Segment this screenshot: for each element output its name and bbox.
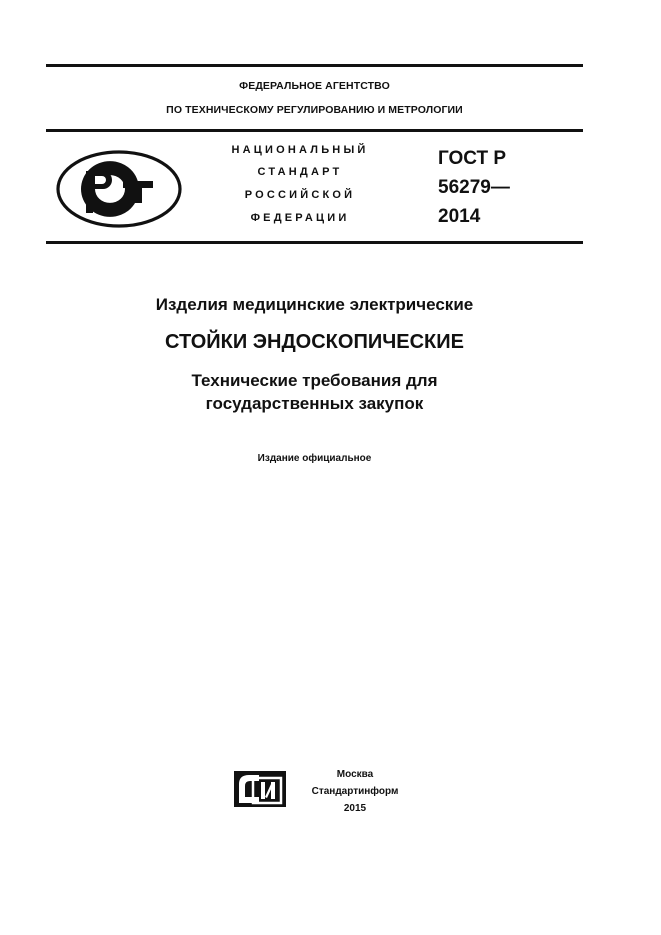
- publisher-block: [305, 766, 405, 817]
- header-rule: [46, 129, 583, 132]
- standard-code-line-3: 2014: [438, 206, 481, 227]
- standard-code: [438, 144, 578, 231]
- publisher-name: Стандартинформ: [311, 786, 399, 797]
- edition-label: Издание официальное: [257, 453, 372, 464]
- publisher-city: Москва: [336, 769, 374, 780]
- agency-name-line-2: ПО ТЕХНИЧЕСКОМУ РЕГУЛИРОВАНИЮ И МЕТРОЛОГИИ: [166, 104, 463, 116]
- national-line-2: СТАНДАРТ: [257, 166, 343, 178]
- standard-code-line-1: ГОСТ Р: [438, 148, 507, 169]
- title-line-3: Технические требования для: [191, 371, 438, 390]
- publication-year: 2015: [343, 803, 367, 814]
- national-line-4: ФЕДЕРАЦИИ: [250, 212, 350, 224]
- standartinform-logo-icon: [233, 770, 287, 813]
- standard-code-line-2: 56279—: [438, 177, 510, 198]
- title-line-4: государственных закупок: [205, 394, 424, 413]
- title-line-2: СТОЙКИ ЭНДОСКОПИЧЕСКИЕ: [165, 331, 464, 353]
- agency-name-line-1: ФЕДЕРАЛЬНОЕ АГЕНТСТВО: [239, 80, 390, 92]
- national-line-1: НАЦИОНАЛЬНЫЙ: [231, 144, 369, 156]
- title-line-1: Изделия медицинские электрические: [155, 295, 474, 314]
- national-line-3: РОССИЙСКОЙ: [244, 189, 356, 201]
- top-rule: [46, 64, 583, 67]
- rst-certification-logo-icon: [55, 149, 183, 234]
- block-bottom-rule: [46, 241, 583, 244]
